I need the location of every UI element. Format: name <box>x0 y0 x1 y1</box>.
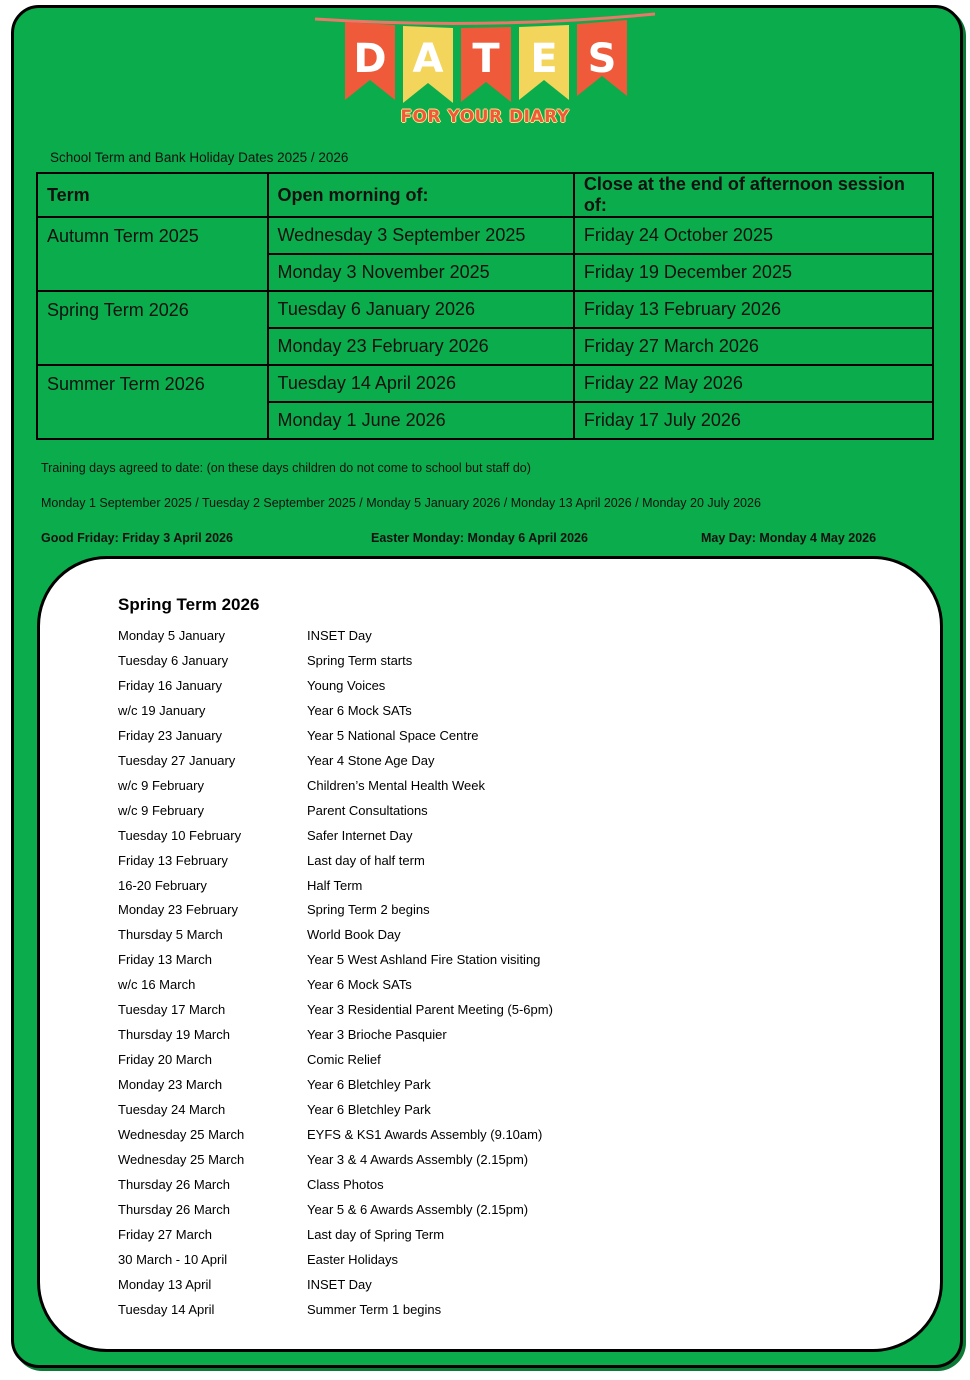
list-item <box>118 952 898 972</box>
event-description: Year 3 Brioche Pasquier <box>307 1027 447 1043</box>
event-description: Year 5 & 6 Awards Assembly (2.15pm) <box>307 1201 529 1217</box>
list-item <box>118 1127 898 1147</box>
header-open: Open morning of: <box>268 173 574 217</box>
event-description: Last day of half term <box>307 852 425 868</box>
list-item <box>118 803 898 823</box>
event-description: Comic Relief <box>307 1052 381 1068</box>
list-item <box>118 678 898 698</box>
event-date: Friday 20 March <box>118 1052 212 1068</box>
list-item <box>118 1302 898 1322</box>
spring-term-title: Spring Term 2026 <box>118 595 260 614</box>
list-item <box>118 753 898 773</box>
event-date: Thursday 5 March <box>118 927 223 943</box>
event-date: Friday 13 February <box>118 852 228 868</box>
event-date: Wednesday 25 March <box>118 1127 245 1142</box>
event-description: Year 6 Bletchley Park <box>307 1077 431 1093</box>
event-date: Thursday 26 March <box>118 1201 230 1217</box>
event-date: Tuesday 14 April <box>118 1301 215 1317</box>
open-date: Wednesday 3 September 2025 <box>268 217 574 254</box>
close-date: Friday 24 October 2025 <box>574 217 933 254</box>
training-intro: Training days agreed to date: (on these days children do not come to school but staff do) <box>41 461 531 475</box>
open-date: Monday 23 February 2026 <box>268 328 574 365</box>
open-date: Tuesday 6 January 2026 <box>268 291 574 328</box>
close-date: Friday 27 March 2026 <box>574 328 933 365</box>
event-description: Year 5 West Ashland Fire Station visiting <box>307 952 541 968</box>
event-description: Year 4 Stone Age Day <box>307 752 435 768</box>
event-description: Spring Term starts <box>307 652 413 668</box>
event-date: w/c 16 March <box>118 977 196 993</box>
list-item <box>118 1002 898 1022</box>
event-description: Class Photos <box>307 1176 384 1192</box>
event-description: Children’s Mental Health Week <box>307 777 485 793</box>
banner-letter-a: A <box>412 36 444 82</box>
list-item <box>118 853 898 873</box>
dates-banner <box>0 0 970 140</box>
event-description: Safer Internet Day <box>307 827 413 843</box>
event-date: Tuesday 6 January <box>118 652 229 668</box>
list-item <box>118 1177 898 1197</box>
banner-letter-t: T <box>472 36 500 82</box>
banner-subtitle: FOR YOUR DIARY <box>400 107 570 127</box>
event-date: Tuesday 10 February <box>118 827 242 843</box>
term-name: Autumn Term 2025 <box>37 217 268 291</box>
open-date: Monday 3 November 2025 <box>268 254 574 291</box>
event-date: Thursday 26 March <box>118 1176 230 1192</box>
event-date: w/c 9 February <box>118 777 204 793</box>
event-date: Monday 23 February <box>118 902 238 918</box>
event-date: Friday 27 March <box>118 1226 212 1242</box>
list-item <box>118 977 898 997</box>
event-date: Thursday 19 March <box>118 1027 230 1043</box>
list-item <box>118 828 898 848</box>
good-friday: Good Friday: Friday 3 April 2026 <box>41 531 233 545</box>
list-item <box>118 1252 898 1272</box>
event-description: Year 3 Residential Parent Meeting (5-6pm) <box>307 1002 553 1018</box>
list-item <box>118 728 898 748</box>
close-date: Friday 19 December 2025 <box>574 254 933 291</box>
event-date: 16-20 February <box>118 877 207 893</box>
banner-letter-s: S <box>587 36 617 82</box>
event-date: Friday 16 January <box>118 677 223 693</box>
close-date: Friday 22 May 2026 <box>574 365 933 402</box>
term-dates-table <box>36 172 934 440</box>
list-item <box>118 653 898 673</box>
list-item <box>118 1077 898 1097</box>
term-name: Spring Term 2026 <box>37 291 268 365</box>
header-term: Term <box>37 173 268 217</box>
event-description: Year 6 Bletchley Park <box>307 1102 431 1118</box>
event-date: Monday 13 April <box>118 1276 212 1292</box>
event-description: Summer Term 1 begins <box>307 1301 442 1317</box>
list-item <box>118 1152 898 1172</box>
event-description: Half Term <box>307 877 363 893</box>
event-date: 30 March - 10 April <box>118 1251 228 1267</box>
list-item <box>118 1027 898 1047</box>
event-description: Young Voices <box>307 677 386 693</box>
event-date: Monday 23 March <box>118 1077 223 1093</box>
easter-monday: Easter Monday: Monday 6 April 2026 <box>371 531 588 545</box>
list-item <box>118 1102 898 1122</box>
event-description: EYFS & KS1 Awards Assembly (9.10am) <box>307 1127 543 1142</box>
list-item <box>118 628 898 648</box>
list-item <box>118 778 898 798</box>
event-date: w/c 19 January <box>118 702 206 718</box>
event-description: INSET Day <box>307 1276 372 1292</box>
term-name: Summer Term 2026 <box>37 365 268 439</box>
list-item <box>118 1227 898 1247</box>
list-item <box>118 1277 898 1297</box>
event-date: Friday 23 January <box>118 727 223 743</box>
event-description: Year 5 National Space Centre <box>307 727 479 743</box>
close-date: Friday 17 July 2026 <box>574 402 933 439</box>
event-description: Year 6 Mock SATs <box>307 977 412 993</box>
table-caption: School Term and Bank Holiday Dates 2025 / 2026 <box>50 150 349 165</box>
event-date: Wednesday 25 March <box>118 1151 245 1167</box>
list-item <box>118 927 898 947</box>
event-description: Parent Consultations <box>307 802 428 818</box>
banner-letter-d: D <box>353 36 387 82</box>
event-date: w/c 9 February <box>118 802 204 818</box>
table-header-row <box>37 173 933 217</box>
event-date: Tuesday 27 January <box>118 752 236 768</box>
event-date: Tuesday 17 March <box>118 1002 226 1018</box>
may-day: May Day: Monday 4 May 2026 <box>701 531 877 545</box>
table-row <box>37 217 933 254</box>
open-date: Monday 1 June 2026 <box>268 402 574 439</box>
event-description: Spring Term 2 begins <box>307 902 430 918</box>
event-date: Monday 5 January <box>118 628 225 643</box>
close-date: Friday 13 February 2026 <box>574 291 933 328</box>
open-date: Tuesday 14 April 2026 <box>268 365 574 402</box>
list-item <box>118 878 898 898</box>
table-row <box>37 365 933 402</box>
list-item <box>118 1052 898 1072</box>
event-date: Friday 13 March <box>118 952 212 968</box>
event-description: Last day of Spring Term <box>307 1226 445 1242</box>
event-description: INSET Day <box>307 628 372 643</box>
header-close: Close at the end of afternoon session of: <box>574 173 933 217</box>
event-date: Tuesday 24 March <box>118 1102 226 1118</box>
spring-events-card <box>37 556 943 1352</box>
table-row <box>37 291 933 328</box>
list-item <box>118 902 898 922</box>
event-description: World Book Day <box>307 927 401 943</box>
banner-letter-e: E <box>530 36 558 82</box>
training-days: Monday 1 September 2025 / Tuesday 2 September 2025 / Monday 5 January 2026 / Monday 13 April 2026 / Monday 20 July 2026 <box>41 496 761 510</box>
list-item <box>118 703 898 723</box>
list-item <box>118 1202 898 1222</box>
event-description: Year 3 & 4 Awards Assembly (2.15pm) <box>307 1151 529 1167</box>
event-description: Easter Holidays <box>307 1251 399 1267</box>
event-description: Year 6 Mock SATs <box>307 702 412 718</box>
